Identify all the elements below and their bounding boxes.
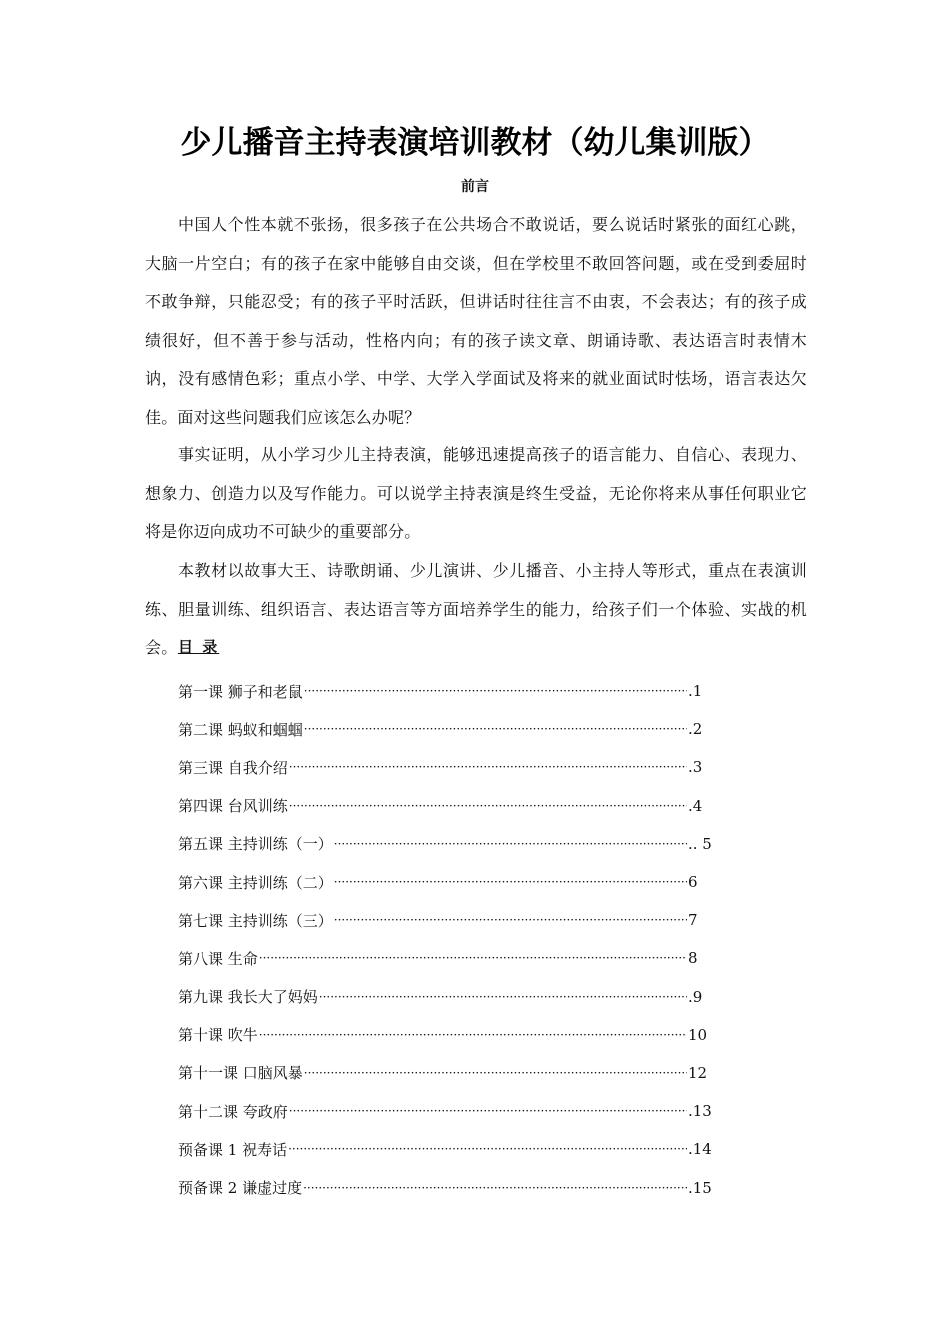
toc-leader-dots	[289, 760, 687, 774]
toc-entry[interactable]	[178, 787, 738, 825]
preface-paragraph: 事实证明，从小学习少儿主持表演，能够迅速提高孩子的语言能力、自信心、表现力、想象力、创造力以及写作能力。可以说学主持表演是终生受益，无论你将来从事任何职业它将是你迈向成功不可缺少的重要部分。	[145, 445, 807, 541]
toc-entry[interactable]	[178, 1054, 738, 1092]
toc-entry[interactable]	[178, 978, 738, 1016]
toc-entry[interactable]	[178, 1130, 738, 1168]
toc-entry-page: 8	[688, 949, 698, 968]
toc-entry-label: 第九课 我长大了妈妈	[178, 988, 318, 1007]
toc-entry-page: .4	[688, 796, 703, 815]
toc-leader-dots	[259, 1028, 687, 1042]
toc-entry[interactable]	[178, 1016, 738, 1054]
document-title: 少儿播音主持表演培训教材（幼儿集训版）	[180, 125, 770, 161]
toc-entry[interactable]	[178, 901, 738, 939]
preface-heading: 前言	[461, 179, 489, 195]
toc-entry[interactable]	[178, 672, 738, 710]
toc-leader-dots	[289, 799, 687, 813]
toc-entry-label: 预备课 2 谦虚过度	[178, 1179, 303, 1198]
toc-entry-page: 7	[688, 911, 698, 930]
toc-leader-dots	[334, 837, 687, 851]
toc-entry-label: 第十二课 夸政府	[178, 1102, 288, 1121]
toc-entry[interactable]	[178, 939, 738, 977]
toc-entry-label: 第十一课 口脑风暴	[178, 1064, 303, 1083]
toc-entry-page: 6	[688, 873, 698, 892]
toc-heading: 目 录	[178, 638, 220, 656]
toc-leader-dots	[334, 913, 687, 927]
toc-leader-dots	[289, 1104, 687, 1118]
toc-leader-dots	[304, 684, 687, 698]
toc-entry-page: .1	[688, 682, 703, 701]
toc-leader-dots	[304, 1066, 687, 1080]
toc-entry-page: .14	[688, 1140, 712, 1159]
toc-leader-dots	[319, 990, 687, 1004]
toc-entry[interactable]	[178, 825, 738, 863]
toc-leader-dots	[334, 875, 687, 889]
toc-entry-page: .3	[688, 758, 703, 777]
toc-entry-page: 10	[688, 1025, 708, 1044]
toc-entry-page: 12	[688, 1063, 708, 1082]
toc-entry-label: 第七课 主持训练（三）	[178, 911, 333, 930]
table-of-contents	[178, 672, 738, 1207]
toc-leader-dots	[259, 951, 687, 965]
toc-entry-label: 第二课 蚂蚁和蝈蝈	[178, 720, 303, 739]
toc-entry-label: 预备课 1 祝寿话	[178, 1140, 288, 1159]
toc-entry-page: .13	[688, 1102, 712, 1121]
toc-entry-page: .15	[688, 1178, 712, 1197]
toc-entry[interactable]	[178, 710, 738, 748]
toc-entry-page: .. 5	[688, 834, 712, 853]
preface-paragraph: 本教材以故事大王、诗歌朗诵、少儿演讲、少儿播音、小主持人等形式，重点在表演训练、胆量训练、组织语言、表达语言等方面培养学生的能力，给孩子们一个体验、实战的机会。	[145, 561, 807, 657]
toc-entry-label: 第六课 主持训练（二）	[178, 873, 333, 892]
toc-leader-dots	[303, 1181, 687, 1195]
preface-paragraph: 中国人个性本就不张扬，很多孩子在公共场合不敢说话，要么说话时紧张的面红心跳，大脑一片空白；有的孩子在家中能够自由交谈，但在学校里不敢回答问题，或在受到委屈时不敢争辩，只能忍受；有的孩子平时活跃，但讲话时往往言不由衷，不会表达；有的孩子成绩很好，但不善于参与活动，性格内向；有的孩子读文章、朗诵诗歌、表达语言时表情木讷，没有感情色彩；重点小学、中学、大学入学面试及将来的就业面试时怯场，语言表达欠佳。面对这些问题我们应该怎么办呢？	[145, 215, 807, 427]
toc-entry-label: 第五课 主持训练（一）	[178, 835, 333, 854]
toc-entry[interactable]	[178, 1092, 738, 1130]
toc-leader-dots	[304, 722, 687, 736]
toc-entry-label: 第四课 台风训练	[178, 797, 288, 816]
toc-leader-dots	[288, 1142, 687, 1156]
toc-entry-label: 第一课 狮子和老鼠	[178, 682, 303, 701]
toc-entry[interactable]	[178, 863, 738, 901]
toc-entry[interactable]	[178, 1168, 738, 1206]
toc-entry-label: 第十课 吹牛	[178, 1026, 258, 1045]
toc-entry-label: 第三课 自我介绍	[178, 758, 288, 777]
toc-entry-page: .9	[688, 987, 703, 1006]
toc-entry-label: 第八课 生命	[178, 949, 258, 968]
toc-entry[interactable]	[178, 748, 738, 786]
toc-entry-page: .2	[688, 720, 703, 739]
